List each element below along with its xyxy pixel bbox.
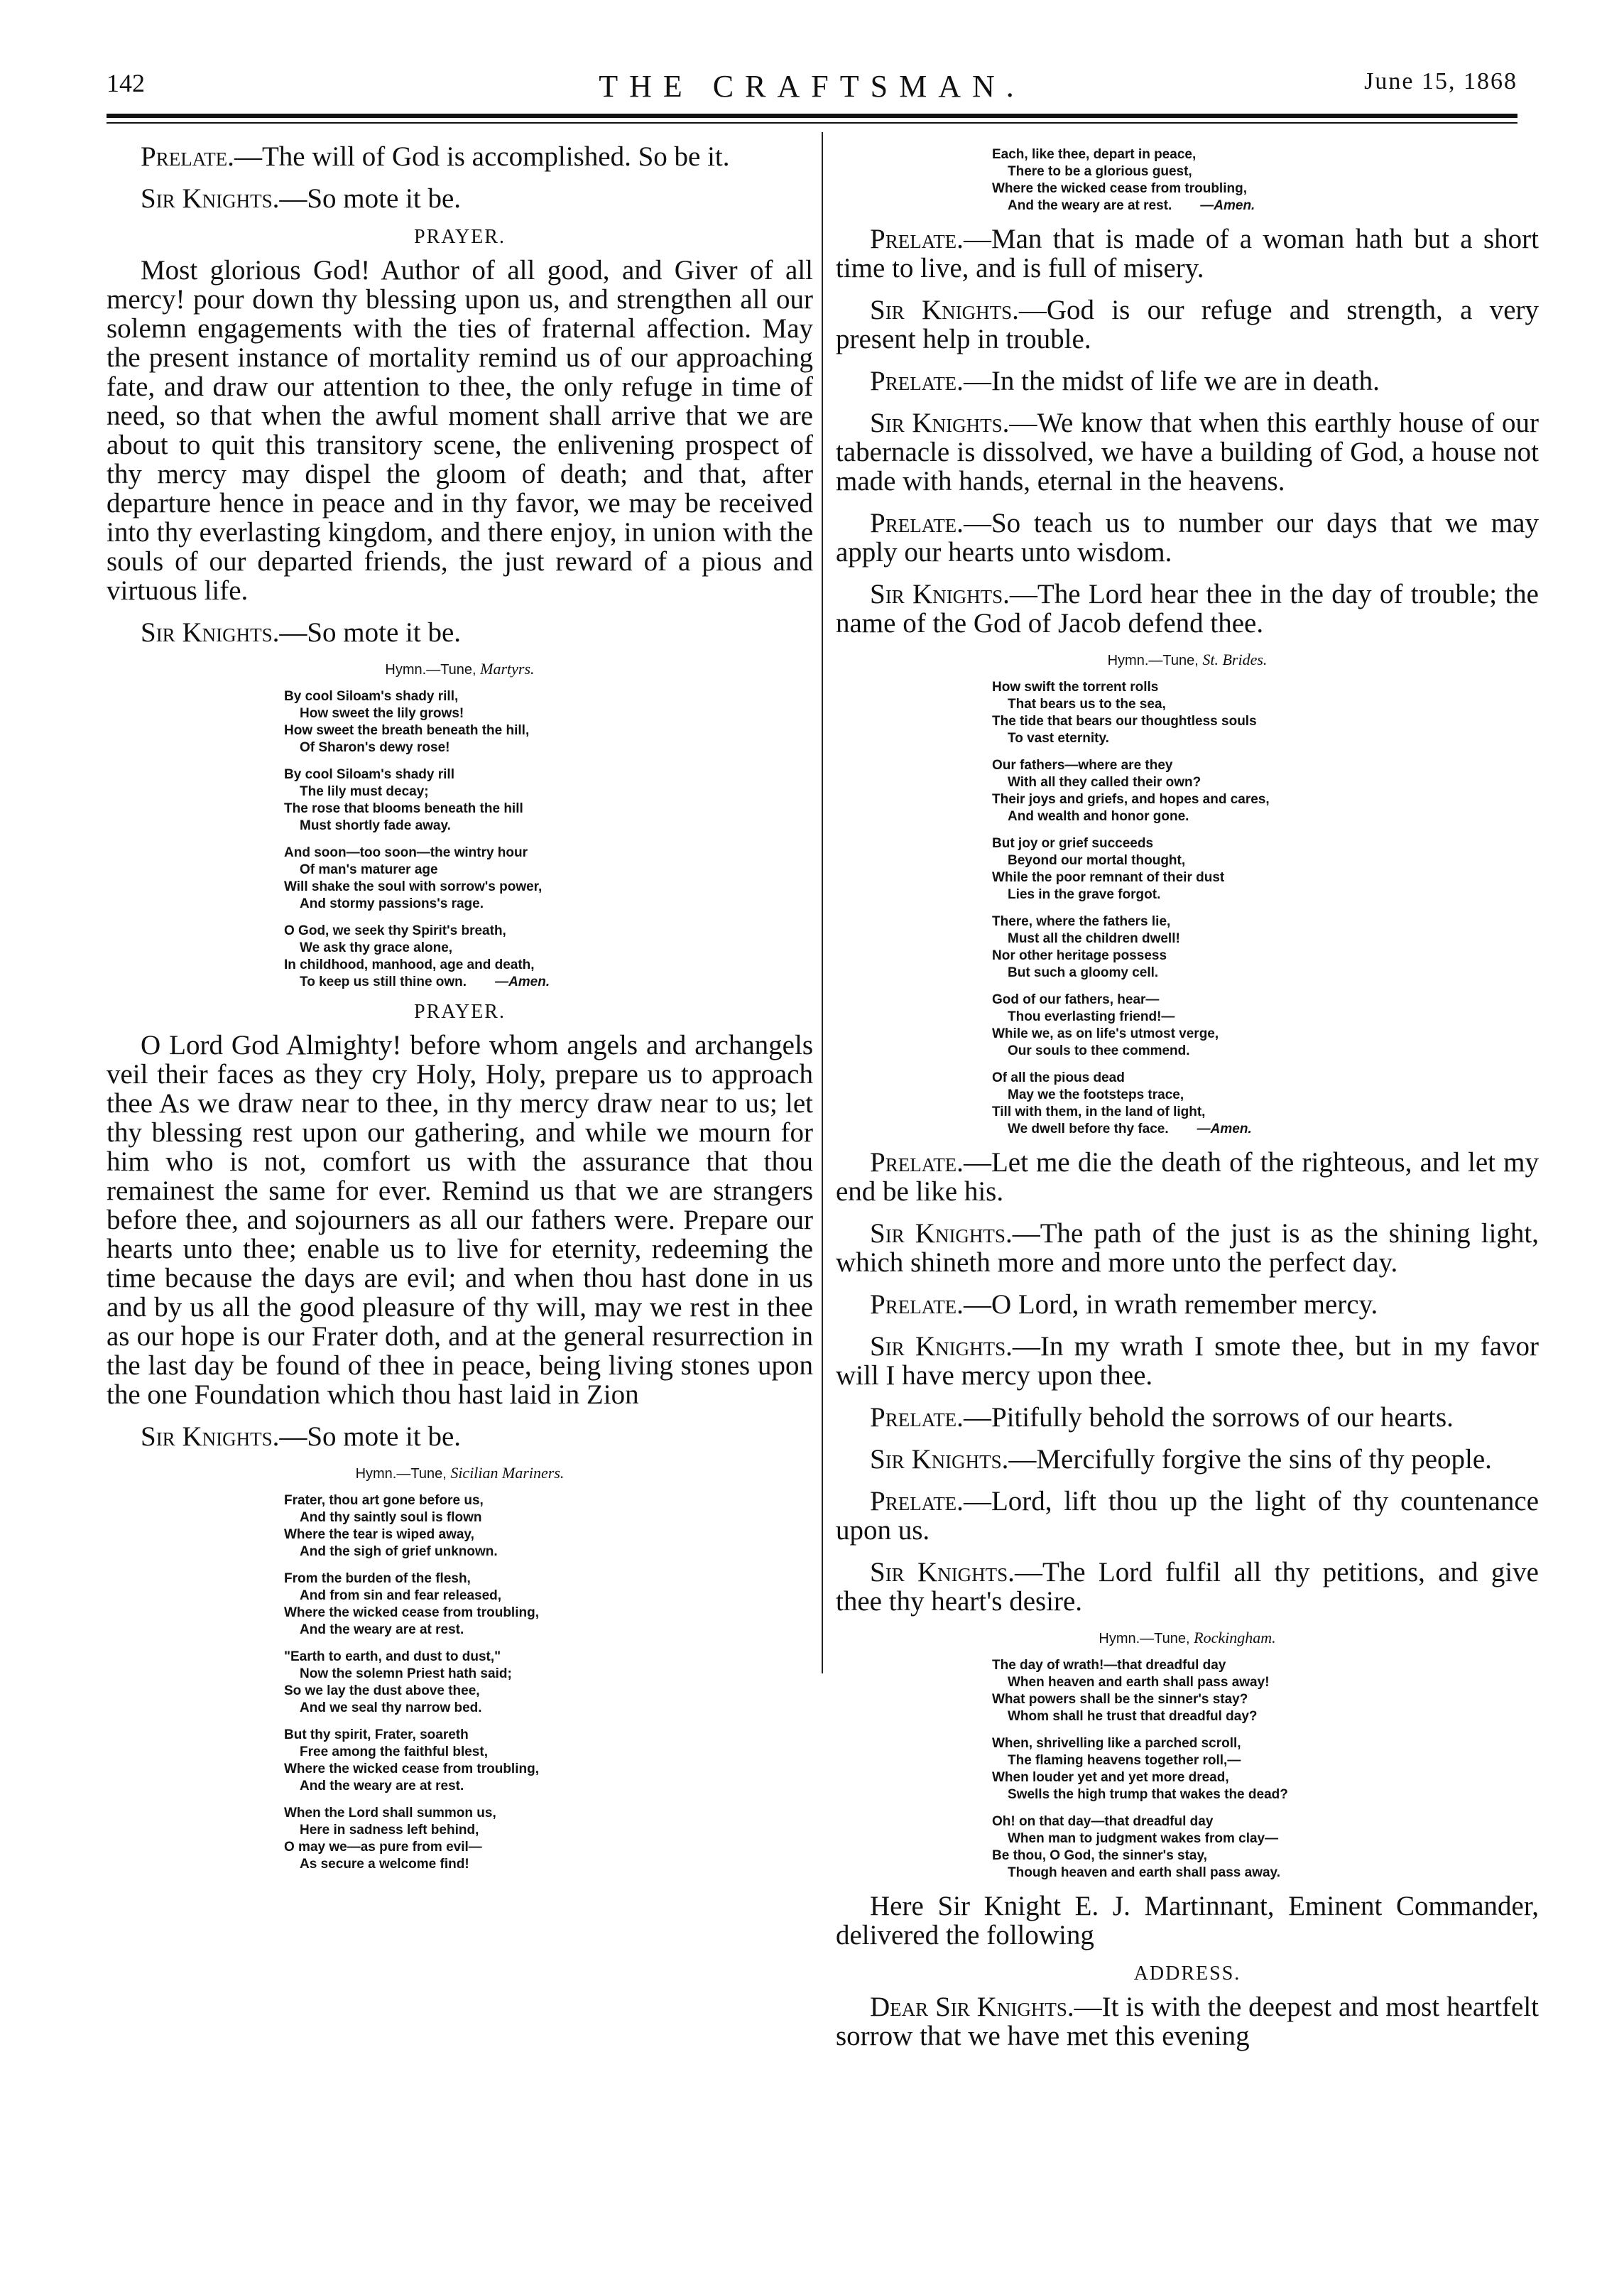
hymn-line: Till with them, in the land of light,: [992, 1104, 1206, 1119]
hymn-stanza: [284, 1727, 813, 1795]
hymn-line: To vast eternity.: [1008, 731, 1109, 746]
dialogue-line: [836, 1403, 1539, 1432]
hymn-line: When louder yet and yet more dread,: [992, 1770, 1229, 1785]
hymn-line: How sweet the lily grows!: [300, 706, 464, 721]
speaker: Sir Knights.: [870, 1557, 1015, 1587]
hymn-title: [836, 651, 1539, 669]
hymn-stanza: [284, 1492, 813, 1561]
hymn-line: Where the wicked cease from troubling,: [992, 181, 1247, 196]
header-rule-thick: [107, 114, 1517, 118]
amen-mark: —Amen.: [1200, 198, 1255, 213]
hymn-line: Be thou, O God, the sinner's stay,: [992, 1848, 1207, 1863]
hymn-line: When heaven and earth shall pass away!: [1008, 1675, 1270, 1690]
hymn-stanza: [284, 923, 813, 991]
hymn-line: We ask thy grace alone,: [300, 940, 453, 955]
dialogue-line: [836, 1148, 1539, 1206]
hymn-stanza: [992, 146, 1539, 215]
speaker: Prelate.: [870, 366, 964, 396]
speaker: Prelate.: [870, 1402, 964, 1433]
hymn-tune: St. Brides.: [1202, 651, 1268, 668]
section-heading-prayer: PRAYER.: [414, 1001, 506, 1023]
hymn-line: "Earth to earth, and dust to dust,": [284, 1649, 501, 1664]
section-heading-prayer: PRAYER.: [414, 226, 506, 248]
right-column: [836, 146, 1539, 2063]
hymn-rockingham: [992, 1657, 1539, 1882]
hymn-line: Nor other heritage possess: [992, 948, 1167, 963]
speaker: Sir Knights.: [870, 295, 1019, 325]
hymn-line: When man to judgment wakes from clay—: [1008, 1831, 1279, 1846]
hymn-line-text: We dwell before thy face.: [1008, 1122, 1169, 1136]
hymn-line: When, shrivelling like a parched scroll,: [992, 1736, 1241, 1751]
hymn-stanza: [992, 1657, 1539, 1725]
speaker: Sir Knights.: [141, 183, 280, 214]
hymn-stanza: [284, 1805, 813, 1873]
dialogue-line: [836, 1445, 1539, 1474]
section-heading-address: ADDRESS.: [1133, 1963, 1241, 1985]
dialogue-text: —Lord, lift thou up the light of thy countenance upon us.: [836, 1486, 1539, 1546]
hymn-line: In childhood, manhood, age and death,: [284, 957, 535, 972]
hymn-line: Where the wicked cease from troubling,: [284, 1762, 539, 1776]
hymn-line: That bears us to the sea,: [1008, 697, 1166, 712]
hymn-stanza: [992, 757, 1539, 825]
hymn-line: And soon—too soon—the wintry hour: [284, 845, 528, 860]
dialogue-text: —The path of the just is as the shining light, which shineth more and more unto the perfect day.: [836, 1218, 1539, 1278]
dialogue-text: —The Lord hear thee in the day of trouble; the name of the God of Jacob defend thee.: [836, 579, 1539, 639]
hymn-line: When the Lord shall summon us,: [284, 1806, 496, 1820]
address-intro: Here Sir Knight E. J. Martinnant, Eminent Commander, delivered the following: [836, 1891, 1539, 1950]
hymn-line: Though heaven and earth shall pass away.: [1008, 1865, 1280, 1880]
dialogue-text: —So teach us to number our days that we may apply our hearts unto wisdom.: [836, 508, 1539, 568]
hymn-line: Our fathers—where are they: [992, 758, 1173, 773]
speaker: Sir Knights.: [870, 1218, 1013, 1249]
hymn-line: And the weary are at rest.: [300, 1622, 464, 1637]
speaker: Sir Knights.: [870, 408, 1010, 438]
hymn-stanza: [992, 1813, 1539, 1882]
speaker: Prelate.: [870, 1289, 964, 1320]
speaker: Dear Sir Knights.: [870, 1992, 1074, 2022]
dialogue-line: [836, 1558, 1539, 1616]
hymn-stanza: [992, 679, 1539, 747]
journal-title: THE CRAFTSMAN.: [599, 69, 1025, 104]
hymn-sicilian-mariners: [284, 1492, 813, 1873]
hymn-line: How swift the torrent rolls: [992, 680, 1159, 695]
speaker: Sir Knights.: [870, 1331, 1013, 1362]
left-column: [107, 142, 813, 1883]
speaker: Sir Knights.: [870, 579, 1010, 609]
dialogue-line: [107, 1422, 813, 1451]
hymn-line: The lily must decay;: [300, 784, 429, 799]
hymn-stanza: [284, 766, 813, 835]
hymn-line: Where the tear is wiped away,: [284, 1527, 474, 1542]
column-divider: [822, 132, 823, 1673]
hymn-line: Of all the pious dead: [992, 1070, 1125, 1085]
dialogue-text: —In the midst of life we are in death.: [963, 366, 1380, 396]
hymn-line-text: To keep us still thine own.: [300, 975, 467, 989]
hymn-line: The day of wrath!—that dreadful day: [992, 1658, 1226, 1673]
speaker: Prelate.: [870, 224, 964, 254]
dialogue-text: —We know that when this earthly house of our tabernacle is dissolved, we have a building of God, a house not made with hands, eternal in the heavens.: [836, 408, 1539, 496]
hymn-label: Hymn.—Tune,: [1107, 653, 1199, 668]
hymn-line: O God, we seek thy Spirit's breath,: [284, 923, 506, 938]
dialogue-line: [107, 618, 813, 647]
hymn-label: Hymn.—Tune,: [355, 1466, 447, 1482]
dialogue-line: [836, 1332, 1539, 1390]
amen-mark: —Amen.: [495, 975, 550, 989]
hymn-line: With all they called their own?: [1008, 775, 1201, 790]
hymn-tune: Martyrs.: [480, 660, 535, 678]
hymn-line: There, where the fathers lie,: [992, 914, 1171, 929]
hymn-line: What powers shall be the sinner's stay?: [992, 1692, 1248, 1707]
hymn-line: While the poor remnant of their dust: [992, 870, 1225, 885]
dialogue-text: —Pitifully behold the sorrows of our hearts.: [963, 1402, 1454, 1433]
dialogue-line: [836, 1219, 1539, 1277]
hymn-line: While we, as on life's utmost verge,: [992, 1026, 1219, 1041]
hymn-line: Swells the high trump that wakes the dead?: [1008, 1787, 1288, 1802]
dialogue-text: —The Lord fulfil all thy petitions, and give thee thy heart's desire.: [836, 1557, 1539, 1617]
dialogue-line: [836, 1290, 1539, 1319]
hymn-line: By cool Siloam's shady rill,: [284, 689, 459, 704]
hymn-line: The rose that blooms beneath the hill: [284, 801, 523, 816]
hymn-line: And from sin and fear released,: [300, 1588, 502, 1603]
speaker: Prelate.: [141, 141, 234, 172]
hymn-line: Thou everlasting friend!—: [1008, 1009, 1175, 1024]
hymn-title: [836, 1629, 1539, 1647]
hymn-line: And the weary are at rest.: [300, 1779, 464, 1793]
speaker: Prelate.: [870, 1486, 964, 1516]
hymn-line: From the burden of the flesh,: [284, 1571, 471, 1586]
hymn-tune: Sicilian Mariners.: [450, 1464, 565, 1482]
dialogue-text: —So mote it be.: [279, 1421, 462, 1452]
hymn-sicilian-mariners-continued: [992, 146, 1539, 215]
prayer-text: O Lord God Almighty! before whom angels and archangels veil their faces as they cry Holy, Holy, prepare us to approach thee As we draw near to thee, in thy mercy draw near to us; let thy blessing rest upon our gathering, and while we mourn for him who is not, comfort us with the assurance that thou remainest the same for ever. Remind us that we are strangers before thee, and sojourners as all our fathers were. Prepare our hearts unto thee; enable us to live for eternity, redeeming the time because the days are evil; and when thou hast done in us and by us all the good pleasure of thy will, may we rest in thee as our hope is our Frater doth, and at the general resurrection in the last day be found of thee in peace, being living stones upon the one Foundation which thou hast laid in Zion: [107, 1030, 813, 1410]
hymn-line: [992, 197, 1539, 215]
hymn-line: [992, 1121, 1539, 1138]
hymn-line: How sweet the breath beneath the hill,: [284, 723, 530, 738]
hymn-line: But joy or grief succeeds: [992, 836, 1154, 851]
dialogue-text: —So mote it be.: [279, 183, 462, 214]
speaker: Sir Knights.: [870, 1444, 1009, 1475]
hymn-label: Hymn.—Tune,: [385, 662, 476, 678]
hymn-stanza: [992, 992, 1539, 1060]
hymn-line: But thy spirit, Frater, soareth: [284, 1727, 469, 1742]
hymn-line: O may we—as pure from evil—: [284, 1840, 482, 1855]
hymn-line: God of our fathers, hear—: [992, 992, 1160, 1007]
hymn-stanza: [284, 845, 813, 913]
hymn-line: Must all the children dwell!: [1008, 931, 1180, 946]
hymn-stanza: [284, 688, 813, 756]
dialogue-text: —God is our refuge and strength, a very present help in trouble.: [836, 295, 1539, 354]
speaker: Sir Knights.: [141, 1421, 280, 1452]
hymn-line: Lies in the grave forgot.: [1008, 887, 1161, 902]
hymn-title: [107, 1464, 813, 1482]
hymn-line: Here in sadness left behind,: [300, 1823, 479, 1838]
hymn-line: May we the footsteps trace,: [1008, 1087, 1184, 1102]
hymn-line: Their joys and griefs, and hopes and cares,: [992, 792, 1270, 807]
hymn-line: Must shortly fade away.: [300, 818, 451, 833]
hymn-line: The flaming heavens together roll,—: [1008, 1753, 1241, 1768]
hymn-line: Our souls to thee commend.: [1008, 1043, 1190, 1058]
dialogue-line: [836, 1487, 1539, 1545]
hymn-title: [107, 660, 813, 678]
hymn-line: Each, like thee, depart in peace,: [992, 147, 1197, 162]
hymn-tune: Rockingham.: [1194, 1629, 1276, 1646]
hymn-line: And the sigh of grief unknown.: [300, 1544, 498, 1559]
dialogue-line: [836, 295, 1539, 354]
dialogue-text: —Let me die the death of the righteous, and let my end be like his.: [836, 1147, 1539, 1207]
hymn-line: Where the wicked cease from troubling,: [284, 1605, 539, 1620]
hymn-line: [284, 974, 813, 991]
hymn-line: Beyond our mortal thought,: [1008, 853, 1186, 868]
amen-mark: —Amen.: [1197, 1122, 1252, 1136]
speaker: Prelate.: [870, 508, 964, 538]
hymn-stanza: [992, 1070, 1539, 1138]
hymn-line: The tide that bears our thoughtless souls: [992, 714, 1257, 729]
issue-date: June 15, 1868: [1364, 68, 1517, 94]
hymn-line: And wealth and honor gone.: [1008, 809, 1189, 824]
dialogue-text: —In my wrath I smote thee, but in my favor will I have mercy upon thee.: [836, 1331, 1539, 1391]
hymn-line: Now the solemn Priest hath said;: [300, 1666, 512, 1681]
hymn-line: Of Sharon's dewy rose!: [300, 740, 450, 755]
hymn-stanza: [992, 835, 1539, 903]
hymn-stanza: [992, 1735, 1539, 1803]
hymn-line: There to be a glorious guest,: [1008, 164, 1192, 179]
hymn-martyrs: [284, 688, 813, 991]
prayer-text: Most glorious God! Author of all good, and Giver of all mercy! pour down thy blessing upon us, and strengthen all our solemn engagements with the ties of fraternal affection. May the present instance of mortality remind us of our approaching fate, and draw our attention to thee, the only refuge in time of need, so that when the awful moment shall arrive that we are about to quit this transitory scene, the enlivening prospect of thy mercy may dispel the gloom of death; and that, after departure hence in peace and in thy favor, we may be received into thy everlasting kingdom, and there enjoy, in union with the souls of our departed friends, the just reward of a pious and virtuous life.: [107, 255, 813, 606]
address-text: [836, 1992, 1539, 2051]
hymn-stanza: [284, 1649, 813, 1717]
hymn-line: Of man's maturer age: [300, 862, 438, 877]
header-rule-thin: [107, 122, 1517, 124]
dialogue-line: [836, 408, 1539, 496]
hymn-line: Free among the faithful blest,: [300, 1744, 488, 1759]
hymn-line-text: And the weary are at rest.: [1008, 198, 1172, 213]
dialogue-text: —O Lord, in wrath remember mercy.: [963, 1289, 1378, 1320]
hymn-line: And we seal thy narrow bed.: [300, 1700, 482, 1715]
dialogue-text: —It is with the deepest and most heartfelt sorrow that we have met this evening: [836, 1992, 1539, 2051]
speaker: Prelate.: [870, 1147, 964, 1178]
hymn-stanza: [284, 1570, 813, 1639]
hymn-line: And thy saintly soul is flown: [300, 1510, 482, 1525]
hymn-line: Whom shall he trust that dreadful day?: [1008, 1709, 1258, 1724]
dialogue-line: [836, 580, 1539, 638]
dialogue-line: [836, 509, 1539, 567]
hymn-st-brides: [992, 679, 1539, 1138]
hymn-stanza: [992, 913, 1539, 982]
hymn-label: Hymn.—Tune,: [1099, 1631, 1190, 1646]
page-number: 142: [107, 69, 145, 97]
speaker: Sir Knights.: [141, 617, 280, 648]
dialogue-line: [836, 224, 1539, 283]
dialogue-line: [107, 142, 813, 171]
hymn-line: Will shake the soul with sorrow's power,: [284, 879, 543, 894]
dialogue-text: —So mote it be.: [279, 617, 462, 648]
hymn-line: But such a gloomy cell.: [1008, 965, 1159, 980]
hymn-line: Frater, thou art gone before us,: [284, 1493, 484, 1508]
dialogue-line: [836, 367, 1539, 396]
hymn-line: By cool Siloam's shady rill: [284, 767, 454, 782]
hymn-line: And stormy passions's rage.: [300, 896, 484, 911]
dialogue-text: —Man that is made of a woman hath but a short time to live, and is full of misery.: [836, 224, 1539, 283]
hymn-line: So we lay the dust above thee,: [284, 1683, 480, 1698]
dialogue-line: [107, 184, 813, 213]
dialogue-text: —Mercifully forgive the sins of thy people.: [1008, 1444, 1492, 1475]
dialogue-text: —The will of God is accomplished. So be it.: [234, 141, 730, 172]
hymn-line: As secure a welcome find!: [300, 1857, 469, 1872]
page-header: [107, 68, 1517, 111]
hymn-line: Oh! on that day—that dreadful day: [992, 1814, 1214, 1829]
